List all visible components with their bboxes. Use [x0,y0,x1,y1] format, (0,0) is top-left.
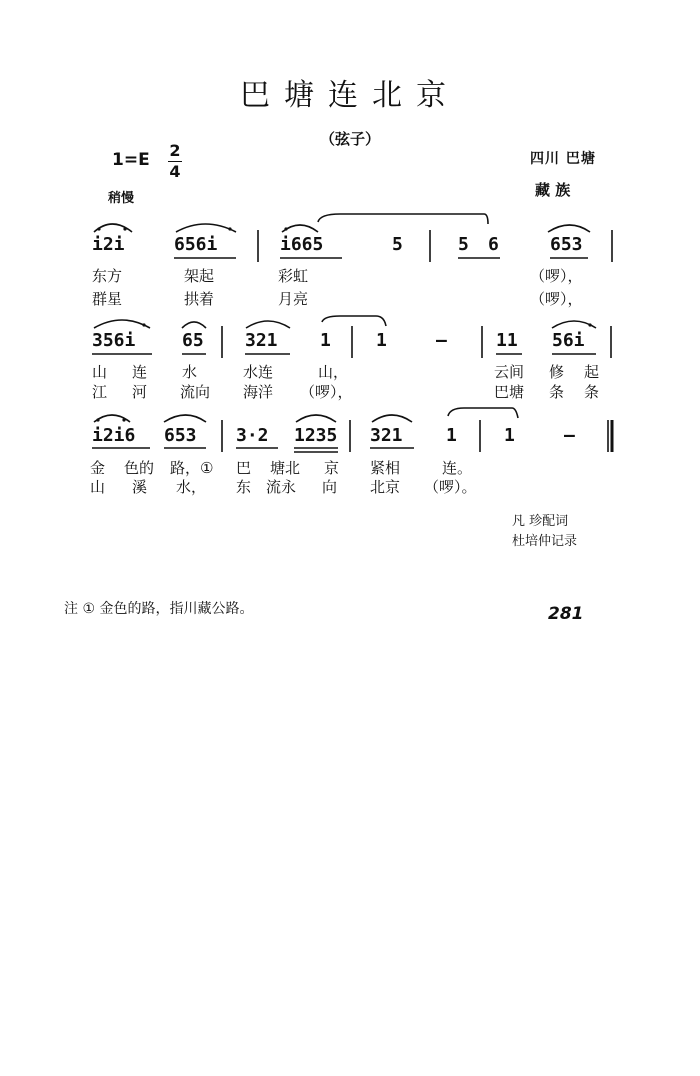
note-group: 653 [164,425,197,446]
lyric: 山， [318,363,349,381]
origin-place: 四川 巴塘 [530,151,596,167]
lyric: 金 [90,459,106,477]
lyric: 拱着 [184,290,215,308]
note-group: 1 [376,330,387,351]
song-genre: （弦子） [319,130,380,148]
note-group: — [436,330,447,351]
lyric: 流永 [266,478,297,496]
note-group: 5 [458,234,469,255]
tempo-marking: 稍慢 [108,191,135,206]
lyric: 流向 [180,383,211,401]
note-group: 6 [488,234,499,255]
lyric: （啰）， [530,290,583,308]
lyric: 群星 [92,290,123,308]
key-signature: 1=E [112,150,150,170]
lyric: 云间 [494,363,525,381]
lyric: 东方 [92,267,123,285]
note-group: 11 [496,330,518,351]
time-sig-bottom: 4 [169,162,181,181]
lyric: 塘北 [270,459,301,477]
note-group: 356i [92,330,136,351]
note-group: 653 [550,234,583,255]
page-number: 281 [548,604,584,624]
lyric: 路，① [170,459,214,477]
lyric: （啰）， [300,383,353,401]
lyric: 东 [236,478,252,496]
note-group: 1 [320,330,331,351]
lyric: 北京 [370,478,401,496]
lyric: 山 [90,478,106,496]
lyric: 紧相 [370,459,401,477]
note-group: 5 [392,234,403,255]
lyric: 修 [549,363,565,381]
note-group: 1 [446,425,457,446]
lyric: 巴 [236,459,252,477]
lyric: 色的 [124,459,155,477]
lyric: 江 [92,383,108,401]
note-group: 1235 [294,425,338,446]
lyric: 架起 [184,267,215,285]
footnote: 注 ① 金色的路，指川藏公路。 [64,601,254,617]
note-group: i665 [280,234,324,255]
recorder-credit: 杜培仲记录 [512,534,578,549]
note-group: 656i [174,234,218,255]
time-sig-top: 2 [169,141,181,160]
lyric: 起 [584,363,600,381]
lyric: 条 [549,383,565,401]
note-group: 1 [504,425,515,446]
note-group: 3·2 [236,425,269,446]
note-group: i2i [92,234,125,255]
lyric: 连。 [442,459,473,477]
lyric: 条 [584,383,600,401]
song-title: 巴塘连北京 [240,78,460,113]
lyric: 京 [324,459,340,477]
origin-people: 藏 族 [535,181,571,199]
lyric: 彩虹 [278,267,309,285]
note-group: 321 [370,425,403,446]
lyric: （啰）。 [424,478,477,496]
lyric: 山 [92,363,108,381]
lyric: 河 [132,383,148,401]
note-group: 56i [552,330,585,351]
lyric: 海洋 [243,383,274,401]
note-group: — [564,425,575,446]
lyricist-credit: 凡 珍配词 [512,514,569,529]
lyric: 连 [132,363,148,381]
lyric: 向 [322,478,338,496]
lyric: 巴塘 [494,383,525,401]
lyric: 水， [176,478,207,496]
note-group: 321 [245,330,278,351]
lyric: 水 [182,363,198,381]
lyric: 月亮 [278,290,309,308]
lyric: 溪 [132,478,148,496]
note-group: 65 [182,330,204,351]
lyric: （啰）， [530,267,583,285]
lyric: 水连 [243,363,274,381]
note-group: i2i6 [92,425,136,446]
